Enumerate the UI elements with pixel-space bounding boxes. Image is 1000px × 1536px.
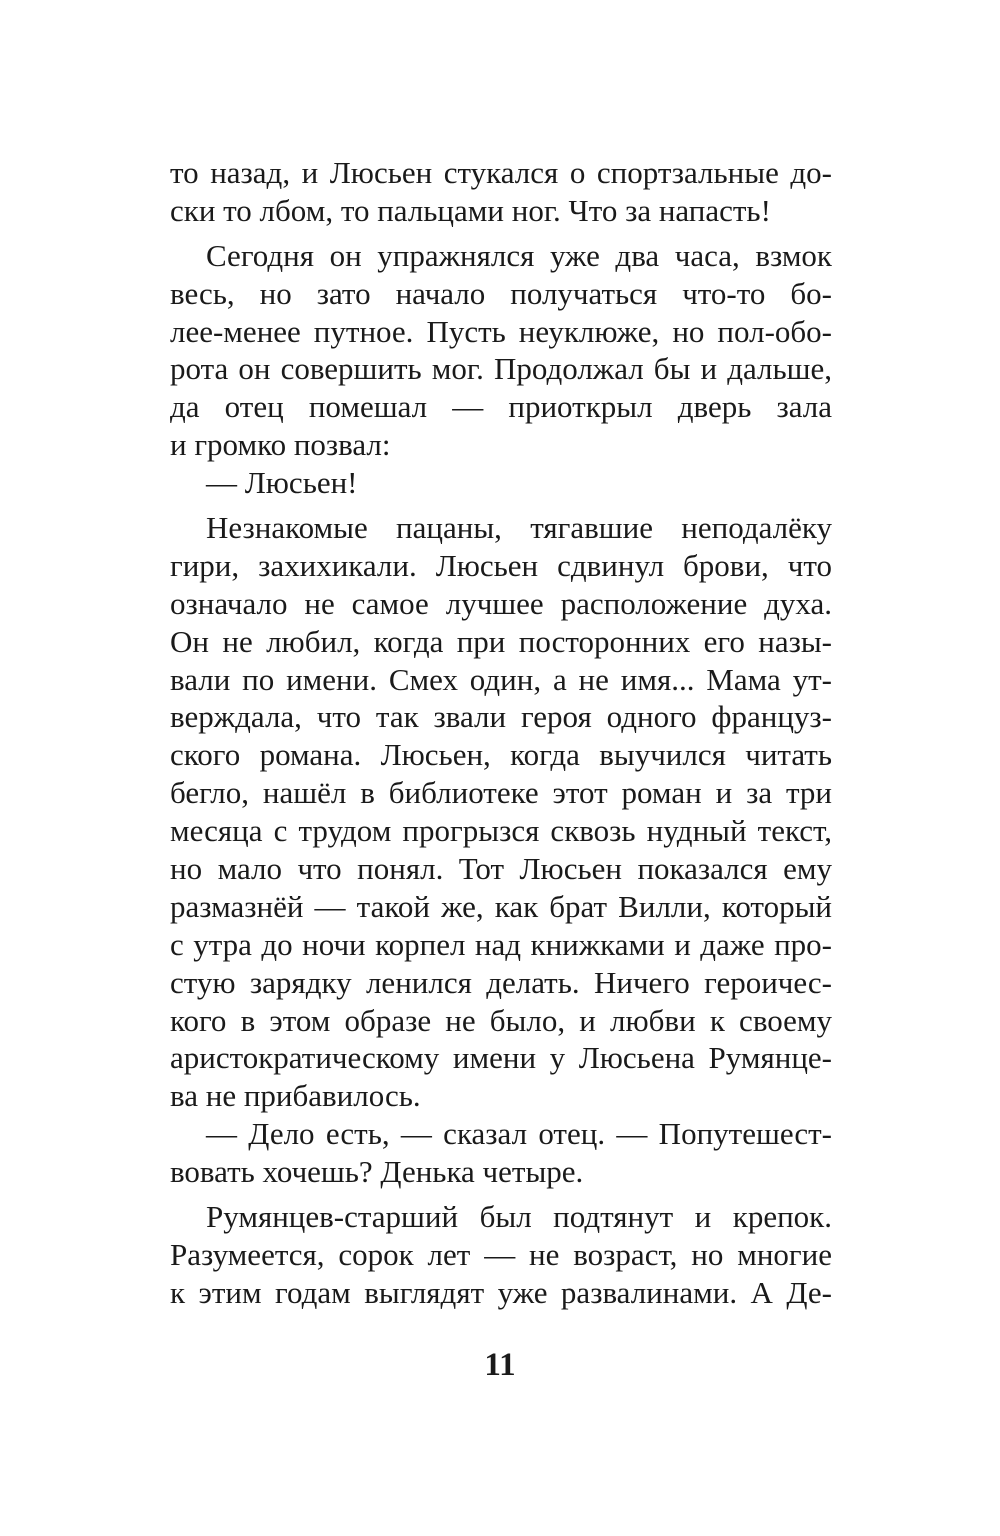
paragraph-gap [170,230,832,237]
paragraph-gap [170,1191,832,1198]
text-line: — Дело есть, — сказал отец. — Попутешест- [206,1116,832,1152]
text-line: стую зарядку ленился делать. Ничего героичес- [170,964,832,1000]
text-line: то назад, и Люсьен стукался о спортзальные до- [170,155,832,190]
text-line: Сегодня он упражнялся уже два часа, взмок [206,237,832,273]
text-line: означало не самое лучшее расположение духа. [170,585,832,621]
paragraph-gap [170,502,832,509]
page-number: 11 [484,1347,516,1383]
text-line: вали по имени. Смех один, а не имя... Мама ут- [170,661,832,697]
text-line: к этим годам выглядят уже развалинами. А Де- [170,1274,832,1310]
text-line: размазнёй — такой же, как брат Вилли, который [170,888,832,924]
text-line: вовать хочешь? Денька четыре. [170,1154,584,1190]
text-line: Он не любил, когда при посторонних его назы- [170,623,832,659]
text-line: кого в этом образе не было, и любви к своему [170,1002,832,1038]
text-line: и громко позвал: [170,427,391,463]
text-line: ски то лбом, то пальцами ног. Что за напасть! [170,192,771,228]
text-line: да отец помешал — приоткрыл дверь зала [170,389,832,425]
body-text [170,154,832,1312]
text-line: месяца с трудом прогрызся сквозь нудный текст, [170,813,832,849]
text-line: верждала, что так звали героя одного француз- [170,699,832,735]
text-line: весь, но зато начало получаться что-то бо- [170,275,832,311]
text-line: но мало что понял. Тот Люсьен показался ему [170,851,832,887]
text-line: рота он совершить мог. Продолжал бы и дальше, [170,351,832,387]
text-line: — Люсьен! [206,465,358,501]
text-line: лее-менее путное. Пусть неуклюже, но пол-обо- [170,313,832,349]
text-line: гири, захихикали. Люсьен сдвинул брови, что [170,547,832,583]
text-line: аристократическому имени у Люсьена Румянце- [170,1040,832,1076]
text-line: с утра до ночи корпел над книжками и даже про- [170,926,832,962]
text-line: бегло, нашёл в библиотеке этот роман и за три [170,775,832,811]
text-line: Румянцев-старший был подтянут и крепок. [206,1199,832,1235]
text-line: Незнакомые пацаны, тягавшие неподалёку [206,510,832,546]
text-line: ского романа. Люсьен, когда выучился читать [170,737,832,773]
text-line: Разумеется, сорок лет — не возраст, но многие [170,1236,832,1272]
text-line: ва не прибавилось. [170,1078,421,1114]
